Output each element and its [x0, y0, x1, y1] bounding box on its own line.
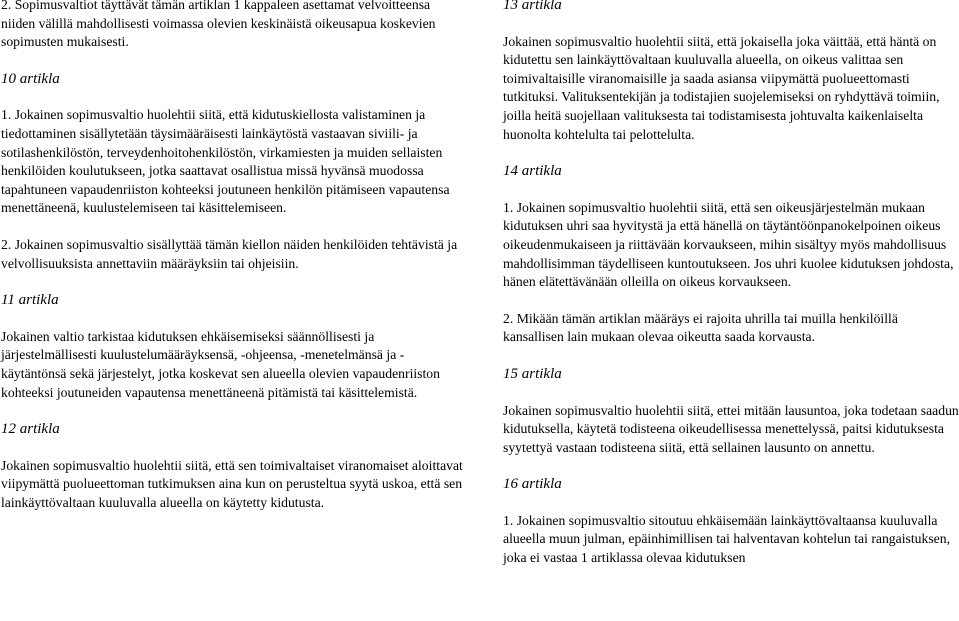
- article-15-paragraph: Jokainen sopimusvaltio huolehtii siitä, ettei mitään lausuntoa, joka todetaan saadun kidutuksella, käytetä todisteena oikeudellisessa menettelyssä, paitsi kidutuksesta syytettyä vastaan todisteena siitä, että sellainen lausunto on annettu.: [503, 402, 959, 455]
- right-column: [503, 0, 959, 568]
- article-13-paragraph: Jokainen sopimusvaltio huolehtii siitä, että jokaisella joka väittää, että häntä on kidutettu sen lainkäyttövaltaan kuuluvalla alueella, on oikeus valittaa sen toimivaltaisille viranomaisille ja saada asiansa viipymättä puolueettomasti tutkituksi. Valituksentekijän ja todistajien suojelemiseksi on ryhdyttävä toimiin, joilla heitä suojellaan valituksesta tai todistamisesta johtuvalta kaikenlaiselta huonolta kohtelulta tai pelottelulta.: [503, 33, 940, 142]
- article-10-paragraph-2: 2. Jokainen sopimusvaltio sisällyttää tämän kiellon näiden henkilöiden tehtävistä ja velvollisuuksista annettaviin määräyksiin tai ohjeisiin.: [1, 236, 458, 271]
- article-11-heading: 11 artikla: [1, 292, 59, 309]
- article-14-paragraph-2: 2. Mikään tämän artiklan määräys ei rajoita uhrilla tai muilla henkilöillä kansallisen lain mukaan olevaa oikeutta saada korvausta.: [503, 310, 898, 345]
- article-10-paragraph-1: 1. Jokainen sopimusvaltio huolehtii siitä, että kidutuskiellosta valistaminen ja tiedottaminen sisällytetään täysimääräisesti lainkäytöstä vastaavan siviili- ja sotilashenkilöstön, terveydenhoitohenkilöstön, virkamiesten ja muiden sellaisten henkilöiden koulutukseen, jotka saattavat osallistua missä hyvänsä muodossa tapahtuneen vapaudenriiston kohteeksi joutuneen henkilön pitämiseen vapautensa menettäneenä, kuulustelemiseen tai käsittelemiseen.: [1, 107, 450, 216]
- article-15-heading: 15 artikla: [503, 365, 562, 382]
- article-13-heading: 13 artikla: [503, 0, 562, 13]
- left-column: [1, 0, 466, 512]
- article-16-paragraph-1: 1. Jokainen sopimusvaltio sitoutuu ehkäisemään lainkäyttövaltaansa kuuluvalla alueella muun julman, epäinhimillisen tai halventavan kohtelun tai rangaistuksen, joka ei vastaa 1 artiklassa olevaa kidutuksen: [503, 512, 951, 566]
- article-14-paragraph-1: 1. Jokainen sopimusvaltio huolehtii siitä, että sen oikeusjärjestelmän mukaan kidutuksen uhri saa hyvitystä ja että hänellä on täytäntöönpanokelpoinen oikeus oikeudenmukaiseen ja riittävään korvaukseen, mihin sisältyy myös mahdollisuus mahdollisimman täydelliseen kuntoutukseen. Jos uhri kuolee kidutuksen johdosta, hänen elätettävänään olleilla on oikeus korvaukseen.: [503, 199, 954, 290]
- article-9-paragraph-2: 2. Sopimusvaltiot täyttävät tämän artiklan 1 kappaleen asettamat velvoitteensa niiden välillä mahdollisesti voimassa olevien keskinäistä oikeusapua koskevien sopimusten mukaisesti.: [1, 0, 436, 50]
- article-14-heading: 14 artikla: [503, 163, 562, 180]
- article-10-heading: 10 artikla: [1, 70, 60, 87]
- article-12-heading: 12 artikla: [1, 421, 60, 438]
- article-12-paragraph: Jokainen sopimusvaltio huolehtii siitä, että sen toimivaltaiset viranomaiset aloittavat viipymättä puolueettoman tutkimuksen aina kun on perusteltua syytä uskoa, että sen lainkäyttövaltaan kuuluvalla alueella on käytetty kidutusta.: [1, 457, 463, 510]
- article-11-paragraph: Jokainen valtio tarkistaa kidutuksen ehkäisemiseksi säännöllisesti ja järjestelmällisesti kuulustelumääräyksensä, -ohjeensa, -menetelmänsä ja -käytäntönsä sekä järjestelyt, jotka koskevat sen alueella olevien vapaudenriiston kohteeksi joutuneiden vapautensa menettäneenä pitämistä tai käsittelemistä.: [1, 328, 440, 400]
- article-16-heading: 16 artikla: [503, 476, 562, 493]
